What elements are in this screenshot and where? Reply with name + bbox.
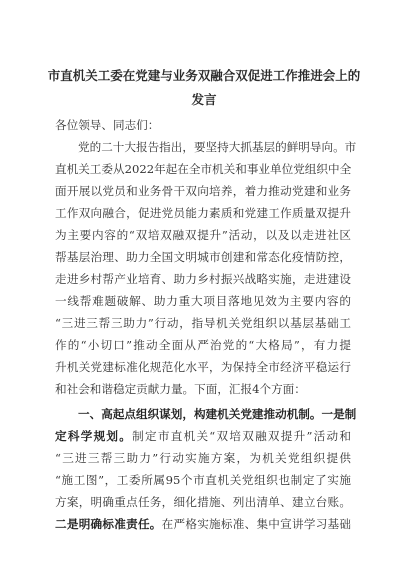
paragraph-line: 党的二十大报告指出，要坚持大抓基层的鲜明导向。市 (78, 140, 357, 154)
paragraph-line (55, 514, 351, 534)
paragraph-line: 作的“小切口”推动全面从严治党的“大格局”，有力提 (55, 338, 351, 352)
paragraph-line: 一线帮难题破解、助力重大项目落地见效为主要内容的 (55, 294, 351, 308)
subsection-heading: 二是明确标准责任。 (55, 517, 162, 531)
paragraph-line: 面开展以党员和业务骨干双向培养，着力推动党建和业务 (55, 184, 351, 198)
paragraph-line: 为主要内容的“双培双融双提升”活动，以及以走进社区 (55, 228, 351, 242)
paragraph-line: 和社会和谐稳定贡献力量。下面，汇报4个方面： (55, 382, 306, 396)
document-title: 市直机关工委在党建与业务双融合双促进工作推进会上的 (47, 68, 361, 83)
paragraph-line: 走进乡村帮产业培育、助力乡村振兴战略实施，走进建设 (55, 272, 351, 286)
paragraph-text: 制定市直机关“双培双融双提升”活动和 (132, 429, 351, 443)
paragraph-line: 升机关党建标准化规范化水平，为保持全市经济平稳运行 (55, 360, 351, 374)
section-heading-line (78, 404, 357, 424)
paragraph-line: “三进三帮三助力”行动，指导机关党组织以基层基础工 (55, 316, 351, 330)
paragraph-text: 在严格实施标准、集中宣讲学习基础 (161, 517, 351, 531)
paragraph-line: “施工图”，工委所属95个市直机关党组织也制定了实施 (55, 473, 351, 487)
paragraph-line (55, 426, 351, 446)
subsection-heading: 一是制 (321, 407, 357, 421)
section-heading: 一、高起点组织谋划，构建机关党建推动机制。 (78, 407, 322, 421)
paragraph-line: 方案，明确重点任务，细化措施、列出清单、建立台账。 (55, 495, 351, 509)
paragraph-line: “三进三帮三助力”行动实施方案，为机关党组织提供 (55, 451, 351, 465)
paragraph-line: 直机关工委从2022年起在全市机关和事业单位党组织中全 (55, 162, 352, 176)
paragraph-line: 工作双向融合，促进党员能力素质和党建工作质量双提升 (55, 206, 351, 220)
paragraph-line: 帮基层治理、助力全国文明城市创建和常态化疫情防控， (55, 250, 351, 264)
salutation: 各位领导、同志们： (55, 118, 160, 132)
subsection-heading: 定科学规划。 (55, 429, 133, 443)
document-title-continued: 发言 (191, 92, 217, 107)
